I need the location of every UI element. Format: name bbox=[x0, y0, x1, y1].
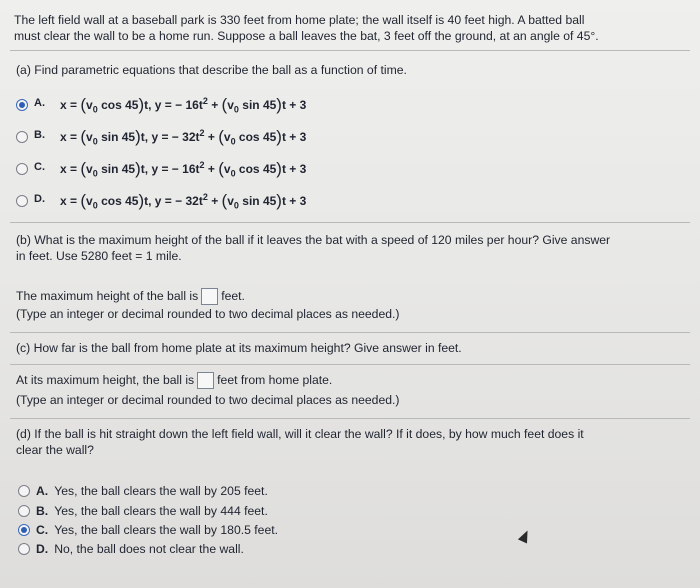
parametric-equation: $x = (v_0$ sin 45)t, y = − $16t^2 + (v_0$ cos 45)t + 3 bbox=[60, 159, 307, 179]
option-letter: B. bbox=[34, 129, 45, 141]
part-b-question-line-1: (b) What is the maximum height of the ball if it leaves the bat with a speed of 120 miles per hour? Give answer bbox=[16, 233, 611, 247]
gravity-coefficient: 16 bbox=[185, 98, 199, 112]
x-trig-function: sin bbox=[101, 162, 119, 176]
part-c-hint: (Type an integer or decimal rounded to two decimal places as needed.) bbox=[16, 393, 400, 407]
problem-line-1: The left field wall at a baseball park is 330 feet from home plate; the wall itself is 40 feet high. A batted ball bbox=[14, 13, 585, 27]
part-a-option-b[interactable] bbox=[16, 126, 376, 150]
part-c-answer-row bbox=[16, 372, 332, 389]
part-b-answer-suffix: feet. bbox=[221, 289, 245, 303]
x-trig-function: cos bbox=[101, 194, 122, 208]
radio-button[interactable] bbox=[16, 99, 28, 111]
part-c-answer-suffix: feet from home plate. bbox=[217, 373, 333, 387]
part-c-answer-prefix: At its maximum height, the ball is bbox=[16, 373, 195, 387]
option-letter: D. bbox=[34, 193, 45, 205]
option-letter: C. bbox=[34, 161, 45, 173]
part-b-hint: (Type an integer or decimal rounded to two decimal places as needed.) bbox=[16, 307, 400, 321]
part-a-option-a[interactable] bbox=[16, 94, 376, 118]
parametric-equation: $x = (v_0$ cos 45)t, y = − $32t^2 + (v_0$ sin 45)t + 3 bbox=[60, 191, 307, 211]
part-b-question bbox=[16, 232, 610, 264]
option-letter: B. bbox=[36, 504, 49, 518]
option-letter: D. bbox=[36, 542, 49, 556]
part-a-question: (a) Find parametric equations that describe the ball as a function of time. bbox=[16, 63, 407, 77]
part-b-answer-prefix: The maximum height of the ball is bbox=[16, 289, 199, 303]
x-trig-function: cos bbox=[101, 98, 122, 112]
part-d-question bbox=[16, 426, 584, 458]
radio-button[interactable] bbox=[18, 524, 30, 536]
section-divider bbox=[10, 222, 690, 223]
radio-button[interactable] bbox=[18, 505, 30, 517]
part-d-question-line-1: (d) If the ball is hit straight down the left field wall, will it clear the wall? If it does, by how much feet does it bbox=[16, 427, 584, 441]
radio-button[interactable] bbox=[18, 485, 30, 497]
radio-button[interactable] bbox=[16, 195, 28, 207]
option-text: Yes, the ball clears the wall by 444 feet. bbox=[54, 504, 268, 518]
part-b-question-line-2: in feet. Use 5280 feet = 1 mile. bbox=[16, 249, 182, 263]
section-divider bbox=[10, 50, 690, 51]
part-d-question-line-2: clear the wall? bbox=[16, 443, 94, 457]
part-c-question: (c) How far is the ball from home plate at its maximum height? Give answer in feet. bbox=[16, 341, 462, 355]
x-trig-function: sin bbox=[101, 130, 119, 144]
problem-statement bbox=[14, 12, 599, 44]
radio-button[interactable] bbox=[16, 131, 28, 143]
y-trig-function: sin bbox=[242, 194, 260, 208]
part-b-answer-row bbox=[16, 288, 245, 305]
gravity-coefficient: 32 bbox=[185, 194, 199, 208]
part-d-option-b[interactable] bbox=[18, 503, 268, 519]
distance-input[interactable] bbox=[197, 372, 214, 389]
option-text: Yes, the ball clears the wall by 180.5 feet. bbox=[54, 523, 278, 537]
problem-line-2: must clear the wall to be a home run. Suppose a ball leaves the bat, 3 feet off the ground, at an angle of 45°. bbox=[14, 29, 599, 43]
section-divider bbox=[10, 364, 690, 365]
part-d-option-a[interactable] bbox=[18, 483, 268, 499]
option-letter: C. bbox=[36, 523, 49, 537]
part-a-option-d[interactable] bbox=[16, 190, 376, 214]
mouse-pointer-icon bbox=[518, 528, 532, 543]
y-trig-function: sin bbox=[242, 98, 260, 112]
y-trig-function: cos bbox=[238, 130, 260, 144]
parametric-equation: $x = (v_0$ sin 45)t, y = − $32t^2 + (v_0$ cos 45)t + 3 bbox=[60, 127, 307, 147]
y-trig-function: cos bbox=[238, 162, 260, 176]
option-text: No, the ball does not clear the wall. bbox=[54, 542, 244, 556]
gravity-coefficient: 32 bbox=[182, 130, 196, 144]
section-divider bbox=[10, 418, 690, 419]
radio-button[interactable] bbox=[16, 163, 28, 175]
option-text: Yes, the ball clears the wall by 205 feet. bbox=[54, 484, 268, 498]
max-height-input[interactable] bbox=[201, 288, 218, 305]
part-a-option-c[interactable] bbox=[16, 158, 376, 182]
option-letter: A. bbox=[36, 484, 49, 498]
part-d-option-d[interactable] bbox=[18, 541, 244, 557]
radio-button[interactable] bbox=[18, 543, 30, 555]
parametric-equation: $x = (v_0$ cos 45)t, y = − $16t^2 + (v_0$ sin 45)t + 3 bbox=[60, 95, 307, 115]
section-divider bbox=[10, 332, 690, 333]
part-d-option-c[interactable] bbox=[18, 522, 278, 538]
gravity-coefficient: 16 bbox=[182, 162, 196, 176]
option-letter: A. bbox=[34, 97, 45, 109]
